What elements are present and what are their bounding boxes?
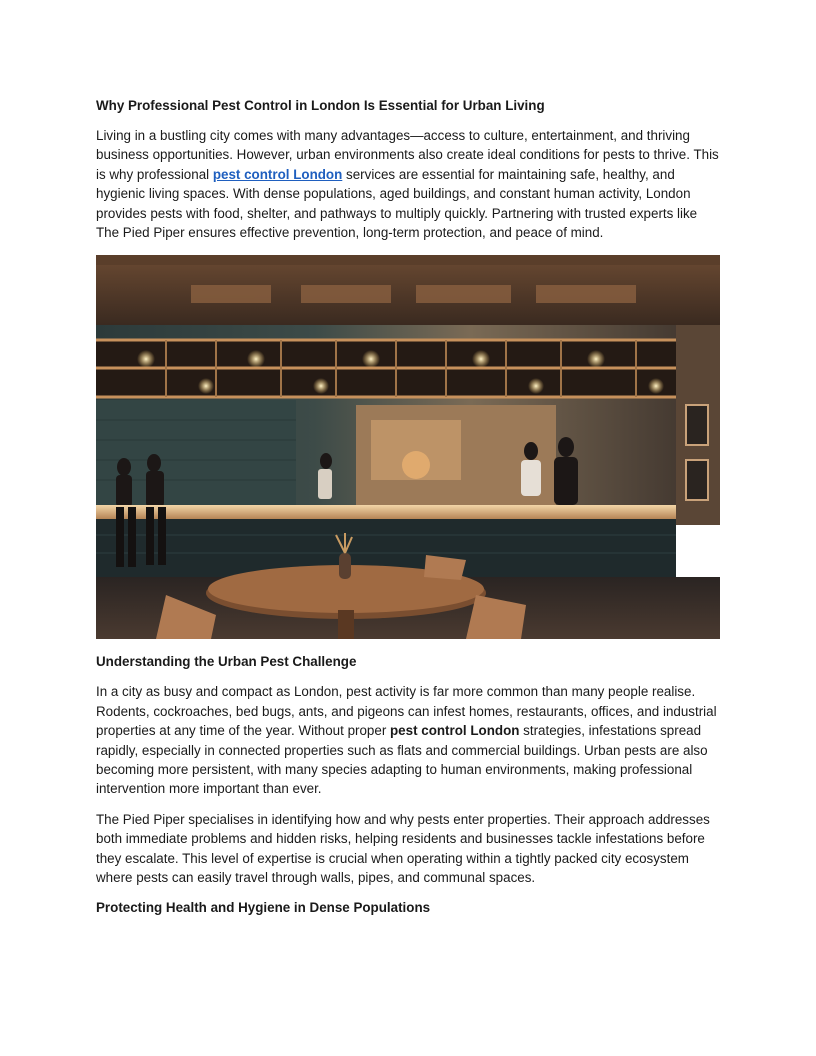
understanding-text-2: strategies, infestations spread rapidly, especially in connected properties such as flats and commercial buildings. Urban pests are also becoming more persistent, with many species adapting to human environments, making professional intervention more important than ever.: [96, 723, 708, 797]
heading-understanding-urban-pest-challenge: Understanding the Urban Pest Challenge: [96, 654, 357, 670]
intro-text-1: Living in a bustling city comes with many advantages—access to culture, entertainment, and thriving business opportunities. However, urban environments also create ideal conditions for pests to thrive. This is why professional: [96, 128, 719, 182]
document-page: [96, 96, 720, 917]
understanding-text-1: In a city as busy and compact as London, pest activity is far more common than many people realise. Rodents, cockroaches, bed bugs, ants, and pigeons can infest homes, restaurants, offices, and industrial properties at any time of the year. Without proper: [96, 684, 717, 739]
intro-paragraph: [96, 126, 720, 242]
intro-text-2: services are essential for maintaining safe, healthy, and hygienic living spaces. With dense populations, aged buildings, and constant human activity, London provides pests with food, shelter, and pathways to multiply quickly. Partnering with trusted experts like The Pied Piper ensures effective prevention, long-term protection, and peace of mind.: [96, 166, 698, 241]
pest-control-london-link[interactable]: pest control London: [212, 166, 343, 182]
restaurant-kitchen-image: [96, 255, 720, 639]
heading-why-professional: Why Professional Pest Control in London Is Essential for Urban Living: [96, 98, 545, 113]
understanding-paragraph-1: [96, 682, 720, 798]
understanding-paragraph-2: The Pied Piper specialises in identifying how and why pests enter properties. Their approach addresses both immediate problems and hidden risks, helping residents and businesses tackle infestations before they escalate. This level of expertise is crucial when operating within a tightly packed city ecosystem where pests can easily travel through walls, pipes, and communal spaces.: [96, 811, 710, 886]
heading-protecting-health: Protecting Health and Hygiene in Dense Populations: [96, 899, 431, 915]
pest-control-london-bold: pest control London: [390, 723, 520, 739]
